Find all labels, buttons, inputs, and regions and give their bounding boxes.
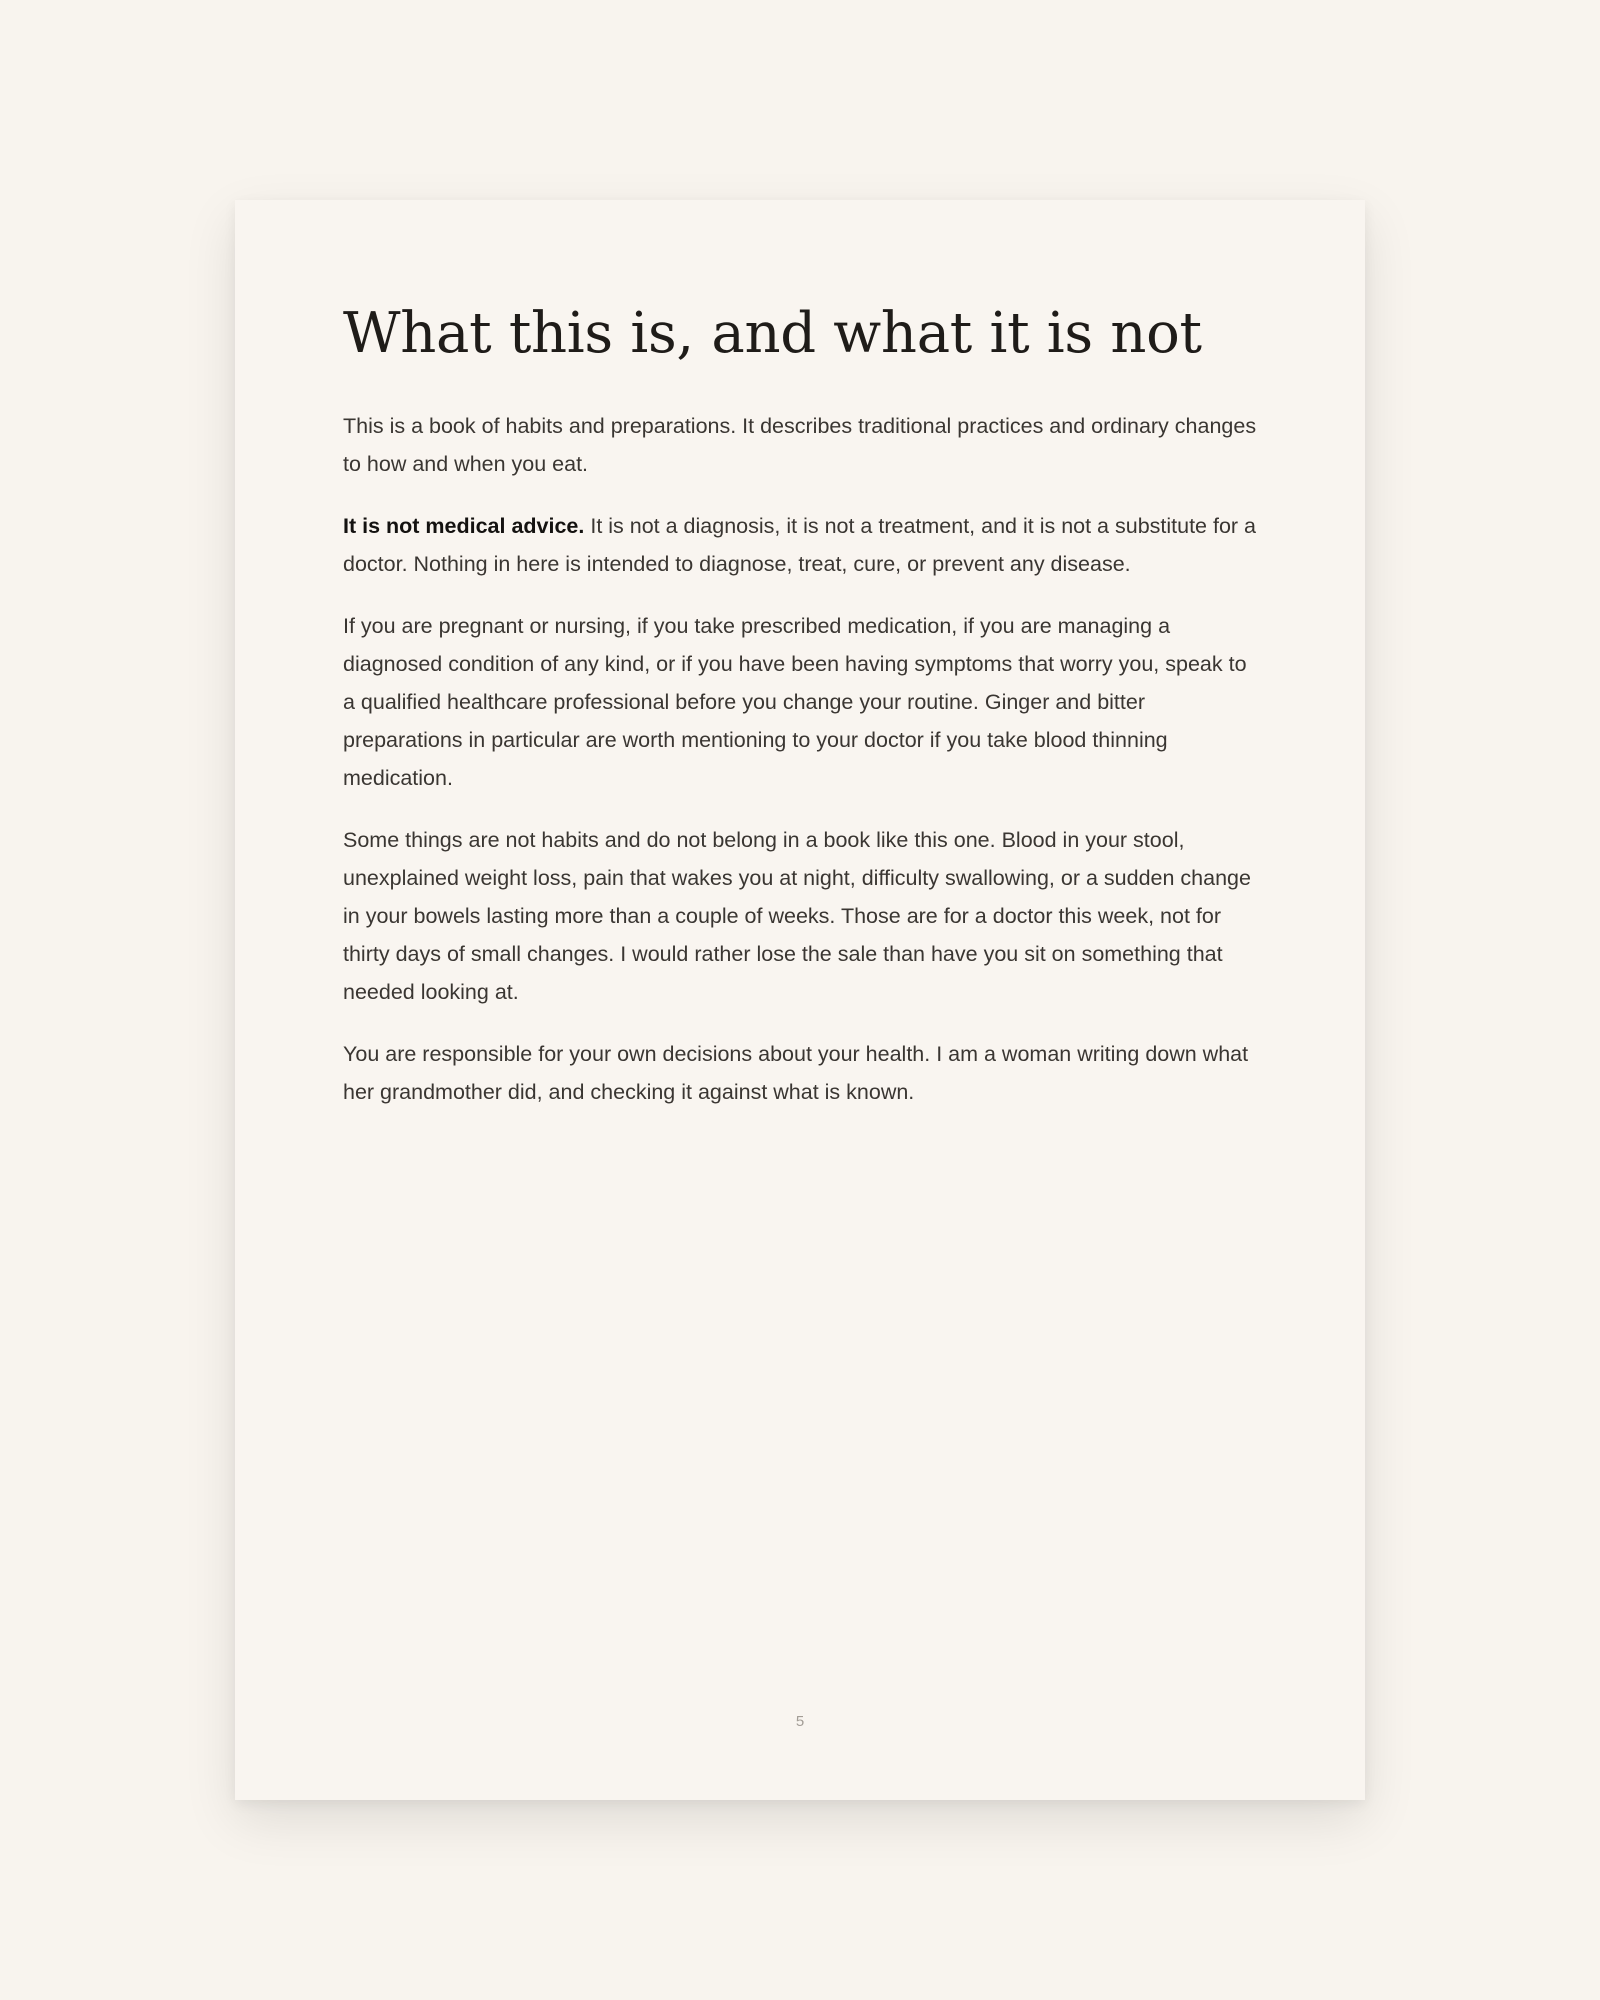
paragraph-lead-bold: It is not medical advice. xyxy=(343,514,585,539)
paragraph-text: Some things are not habits and do not belong in a book like this one. Blood in your stool, unexplained weight loss, pain that wakes you at night, difficulty swallowing, or a sudden change in your bowels lasting more than a couple of weeks. Those are for a doctor this week, not for thirty days of small changes. I would rather lose the sale than have you sit on something that needed looking at. xyxy=(343,828,1251,1005)
paragraph-text: It is not a diagnosis, it is not a treatment, and it is not a substitute for a doctor. Nothing in here is intended to diagnose, treat, cure, or prevent any disease. xyxy=(343,514,1257,577)
paragraph-consult xyxy=(343,607,1263,797)
page-number: 5 xyxy=(795,1713,805,1730)
paragraph-intro xyxy=(343,407,1263,483)
paragraph-warning-signs xyxy=(343,821,1263,1011)
paragraph-text: If you are pregnant or nursing, if you take prescribed medication, if you are managing a diagnosed condition of any kind, or if you have been having symptoms that worry you, speak to a qualified healthcare professional before you change your routine. Ginger and bitter preparations in particular are worth mentioning to your doctor if you take blood thinning medication. xyxy=(343,614,1247,791)
paragraph-disclaimer xyxy=(343,507,1263,583)
page-content xyxy=(343,300,1263,1135)
paragraph-responsibility xyxy=(343,1035,1263,1111)
paragraph-text: You are responsible for your own decisions about your health. I am a woman writing down what her grandmother did, and checking it against what is known. xyxy=(343,1042,1249,1105)
paragraph-text: This is a book of habits and preparations. It describes traditional practices and ordinary changes to how and when you eat. xyxy=(343,414,1257,477)
book-page xyxy=(235,200,1365,1800)
page-title: What this is, and what it is not xyxy=(343,301,1202,366)
